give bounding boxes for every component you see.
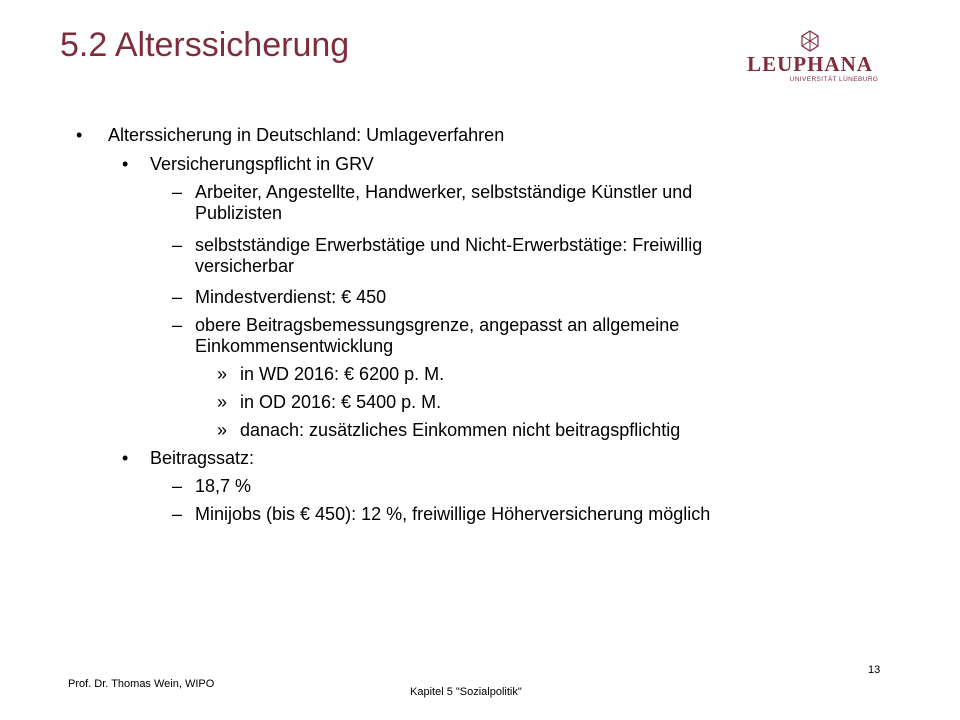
bullet-arbeiter-line-2: Publizisten — [195, 203, 283, 223]
footer-chapter: Kapitel 5 "Sozialpolitik" — [410, 686, 522, 698]
bullet-umlageverfahren: Alterssicherung in Deutschland: Umlageverfahren — [108, 125, 505, 145]
footer-author: Prof. Dr. Thomas Wein, WIPO — [68, 678, 215, 690]
dash-marker: – — [172, 476, 183, 496]
bullet-beitragsbemessungsgrenze-line-1: obere Beitragsbemessungsgrenze, angepasst an allgemeine — [195, 315, 680, 335]
bullet-mindestverdienst: Mindestverdienst: € 450 — [195, 287, 387, 307]
bullet-marker: • — [76, 125, 83, 145]
bullet-versicherungspflicht: Versicherungspflicht in GRV — [150, 154, 374, 174]
logo-wordmark: LEUPHANA — [747, 52, 873, 76]
page-number: 13 — [868, 664, 881, 676]
bullet-beitragssatz: Beitragssatz: — [150, 448, 255, 468]
bullet-danach: danach: zusätzliches Einkommen nicht beitragspflichtig — [240, 420, 681, 440]
guillemet-marker: » — [217, 364, 228, 384]
bullet-od-2016: in OD 2016: € 5400 p. M. — [240, 392, 442, 412]
bullet-wd-2016: in WD 2016: € 6200 p. M. — [240, 364, 445, 384]
slide-title: 5.2 Alterssicherung — [60, 26, 350, 64]
guillemet-marker: » — [217, 420, 228, 440]
bullet-beitragsbemessungsgrenze-line-2: Einkommensentwicklung — [195, 336, 394, 356]
dash-marker: – — [172, 504, 183, 524]
bullet-beitragssatz-value: 18,7 % — [195, 476, 252, 496]
dash-marker: – — [172, 287, 183, 307]
bullet-selbststaendige-line-2: versicherbar — [195, 256, 295, 276]
bullet-marker: • — [122, 448, 129, 468]
dash-marker: – — [172, 315, 183, 335]
bullet-minijobs: Minijobs (bis € 450): 12 %, freiwillige Höherversicherung möglich — [195, 504, 711, 524]
dash-marker: – — [172, 235, 183, 255]
bullet-selbststaendige-line-1: selbstständige Erwerbstätige und Nicht-Erwerbstätige: Freiwillig — [195, 235, 703, 255]
bullet-marker: • — [122, 154, 129, 174]
bullet-arbeiter-line-1: Arbeiter, Angestellte, Handwerker, selbstständige Künstler und — [195, 182, 693, 202]
dash-marker: – — [172, 182, 183, 202]
logo-subtitle: UNIVERSITÄT LÜNEBURG — [789, 76, 879, 83]
guillemet-marker: » — [217, 392, 228, 412]
